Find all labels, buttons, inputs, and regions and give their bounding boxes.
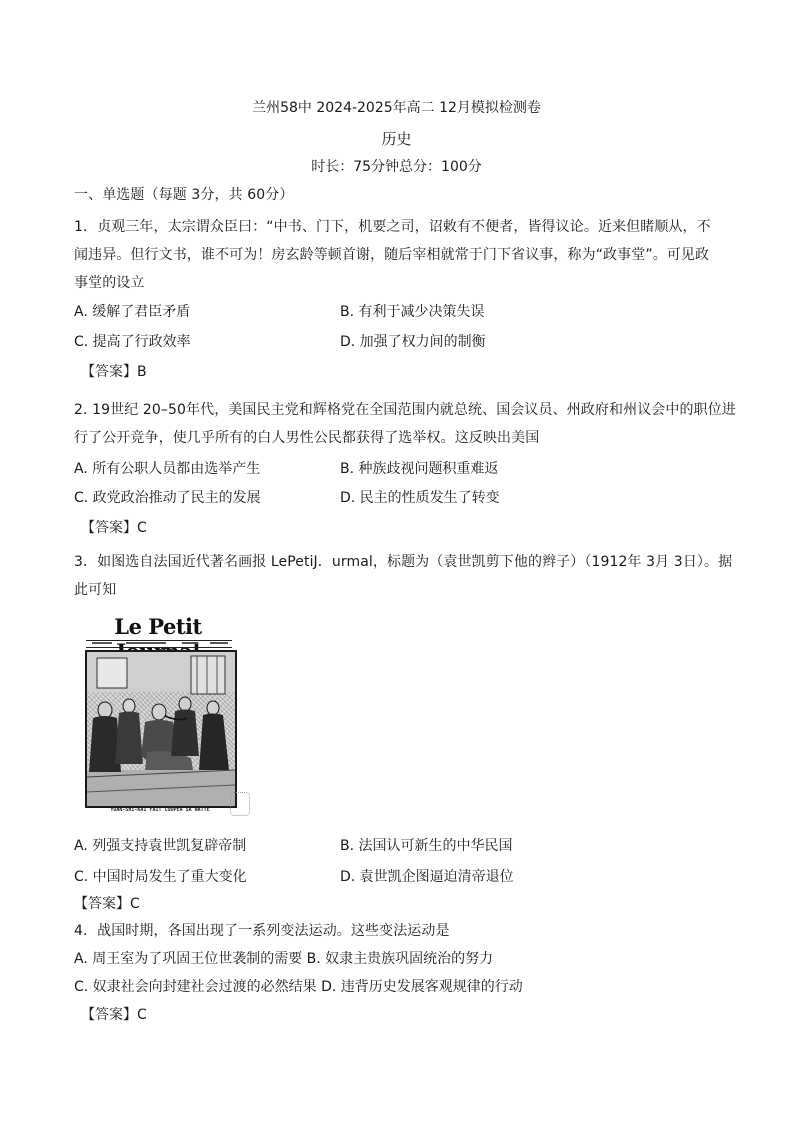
question-2-option-d: D. 民主的性质发生了转变 — [340, 490, 500, 506]
question-4-line-1: 4．战国时期，各国出现了一系列变法运动。这些变法运动是 — [74, 923, 450, 939]
question-2-option-b: B. 种族歧视问题积重难返 — [340, 461, 499, 477]
newspaper-masthead: Le Petit — [114, 614, 202, 639]
question-3-option-d: D. 袁世凯企图逼迫清帝退位 — [340, 869, 514, 885]
subject-title: 历史 — [381, 130, 412, 148]
newspaper-caption: YUAN-SHI-KAI FAIT COUPER SA NATTE — [110, 807, 210, 813]
question-1-answer: 【答案】B — [81, 364, 147, 380]
question-4-options-cd: C. 奴隶社会向封建社会过渡的必然结果 D. 违背历史发展客观规律的行动 — [74, 979, 523, 995]
masthead-rule — [86, 640, 232, 648]
section-title: 一、单选题（每题 3分，共 60分） — [74, 187, 294, 203]
question-1-option-a: A. 缓解了君臣矛盾 — [74, 304, 191, 320]
question-2-line-1: 2. 19世纪 20–50年代，美国民主党和辉格党在全国范围内就总统、国会议员、州政府和州议会中的职位进 — [74, 402, 736, 418]
newspaper-illustration — [82, 612, 250, 820]
question-2-option-a: A. 所有公职人员都由选举产生 — [74, 461, 261, 477]
question-3-option-a: A. 列强支持袁世凯复辟帝制 — [74, 838, 247, 854]
scene-drawing — [87, 652, 235, 806]
time-info: 时长：75分钟总分：100分 — [311, 159, 482, 175]
question-1-option-c: C. 提高了行政效率 — [74, 334, 191, 350]
question-1-line-1: 1．贞观三年，太宗谓众臣曰：“中书、门下，机要之司，诏敕有不便者，皆得议论。近来但睹顺从，不 — [74, 219, 711, 235]
question-3-option-c: C. 中国时局发生了重大变化 — [74, 869, 247, 885]
watermark-stamp — [230, 792, 250, 816]
question-3-line-1: 3．如图选自法国近代著名画报 LePetiJ．urmal，标题为（袁世凯剪下他的辫子）（1912年 3月 3日）。据 — [74, 554, 733, 570]
question-1-option-b: B. 有利于减少决策失误 — [340, 304, 485, 320]
question-1-line-3: 事堂的设立 — [74, 275, 145, 291]
question-3-answer: 【答案】C — [74, 896, 140, 912]
question-2-line-2: 行了公开竞争，使几乎所有的白人男性公民都获得了选举权。这反映出美国 — [74, 430, 540, 446]
question-3-line-2: 此可知 — [74, 582, 117, 598]
question-4-options-ab: A. 周王室为了巩固王位世袭制的需要 B. 奴隶主贵族巩固统治的努力 — [74, 951, 494, 967]
question-2-option-c: C. 政党政治推动了民主的发展 — [74, 490, 261, 506]
exam-title: 兰州58中 2024-2025年高二 12月模拟检测卷 — [252, 100, 541, 116]
question-3-option-b: B. 法国认可新生的中华民国 — [340, 838, 513, 854]
question-1-option-d: D. 加强了权力间的制衡 — [340, 334, 486, 350]
question-1-line-2: 闻违异。但行文书，谁不可为！房玄龄等顿首谢，随后宰相就常于门下省议事，称为“政事堂”。可见政 — [74, 247, 710, 263]
engraving-scene — [85, 650, 237, 808]
question-2-answer: 【答案】C — [81, 520, 147, 536]
question-4-answer: 【答案】C — [81, 1007, 147, 1023]
